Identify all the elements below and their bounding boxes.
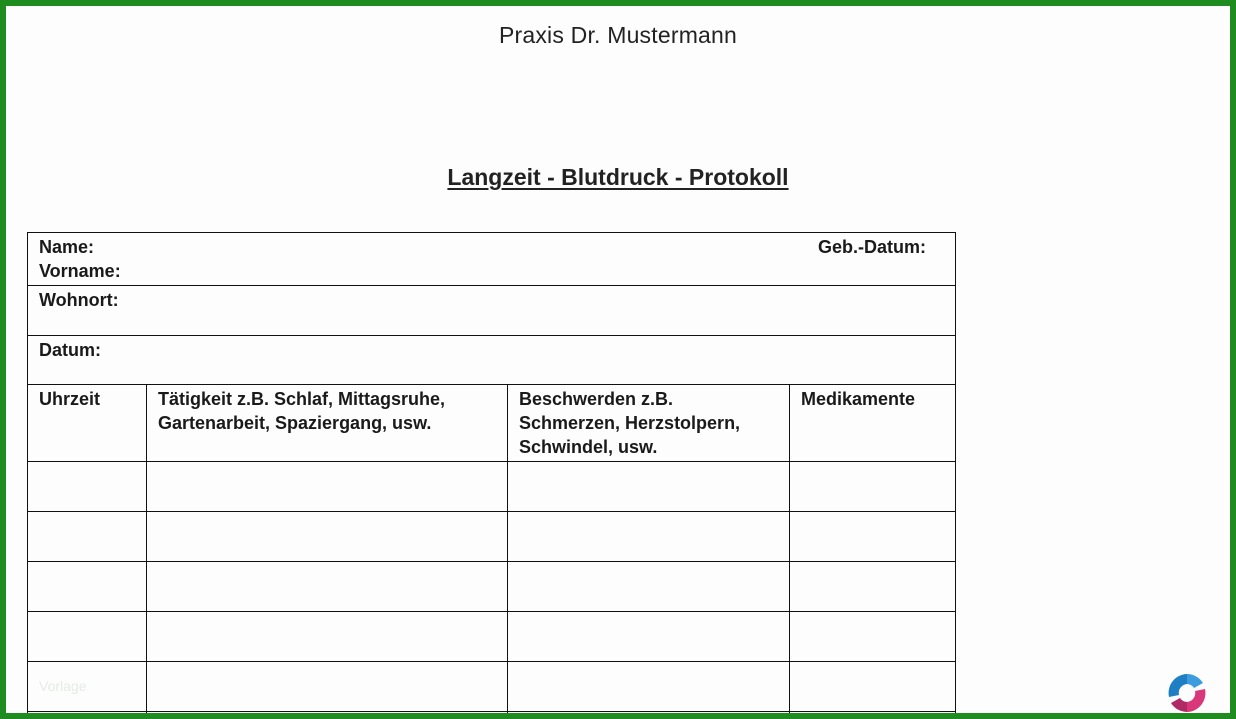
medikamente-cell[interactable] (790, 562, 956, 612)
column-header-beschwerden: Beschwerden z.B. Schmerzen, Herzstolpern, Schwindel, usw. (508, 385, 790, 462)
uhrzeit-cell[interactable] (28, 662, 147, 712)
table-row (28, 512, 956, 562)
blood-pressure-form-table (27, 232, 956, 719)
beschwerden-cell[interactable] (508, 662, 790, 712)
taetigkeit-cell[interactable] (147, 612, 508, 662)
table-row (28, 662, 956, 712)
taetigkeit-cell[interactable] (147, 662, 508, 712)
form-title: Langzeit - Blutdruck - Protokoll (447, 164, 789, 190)
medikamente-cell[interactable] (790, 662, 956, 712)
medikamente-cell[interactable] (790, 512, 956, 562)
beschwerden-cell[interactable] (508, 562, 790, 612)
uhrzeit-cell[interactable] (28, 462, 147, 512)
wohnort-row (28, 286, 956, 336)
beschwerden-cell[interactable] (508, 712, 790, 719)
uhrzeit-cell[interactable] (28, 562, 147, 612)
site-logo-icon (1165, 671, 1209, 715)
uhrzeit-cell[interactable] (28, 612, 147, 662)
wohnort-label: Wohnort: (39, 290, 119, 310)
practice-name: Praxis Dr. Mustermann (498, 22, 738, 48)
table-row (28, 562, 956, 612)
taetigkeit-cell[interactable] (147, 512, 508, 562)
datum-cell[interactable] (28, 336, 956, 385)
watermark: Vorlage (39, 678, 87, 694)
taetigkeit-cell[interactable] (147, 462, 508, 512)
name-row (28, 233, 956, 286)
name-label: Name: (39, 237, 95, 257)
beschwerden-cell[interactable] (508, 512, 790, 562)
birthdate-label: Geb.-Datum: (818, 237, 927, 257)
medikamente-cell[interactable] (790, 612, 956, 662)
beschwerden-cell[interactable] (508, 612, 790, 662)
medikamente-cell[interactable] (790, 712, 956, 719)
wohnort-cell[interactable] (28, 286, 956, 336)
taetigkeit-cell[interactable] (147, 562, 508, 612)
table-row (28, 462, 956, 512)
uhrzeit-cell[interactable] (28, 712, 147, 719)
vorname-label: Vorname: (39, 261, 121, 281)
table-row (28, 712, 956, 719)
column-header-uhrzeit: Uhrzeit (28, 385, 147, 462)
column-header-medikamente: Medikamente (790, 385, 956, 462)
beschwerden-cell[interactable] (508, 462, 790, 512)
log-header-row (28, 385, 956, 462)
datum-row (28, 336, 956, 385)
column-header-taetigkeit: Tätigkeit z.B. Schlaf, Mittagsruhe, Gartenarbeit, Spaziergang, usw. (147, 385, 508, 462)
datum-label: Datum: (39, 340, 101, 360)
taetigkeit-cell[interactable] (147, 712, 508, 719)
name-cell[interactable] (28, 233, 956, 286)
table-row (28, 612, 956, 662)
uhrzeit-cell[interactable] (28, 512, 147, 562)
medikamente-cell[interactable] (790, 462, 956, 512)
